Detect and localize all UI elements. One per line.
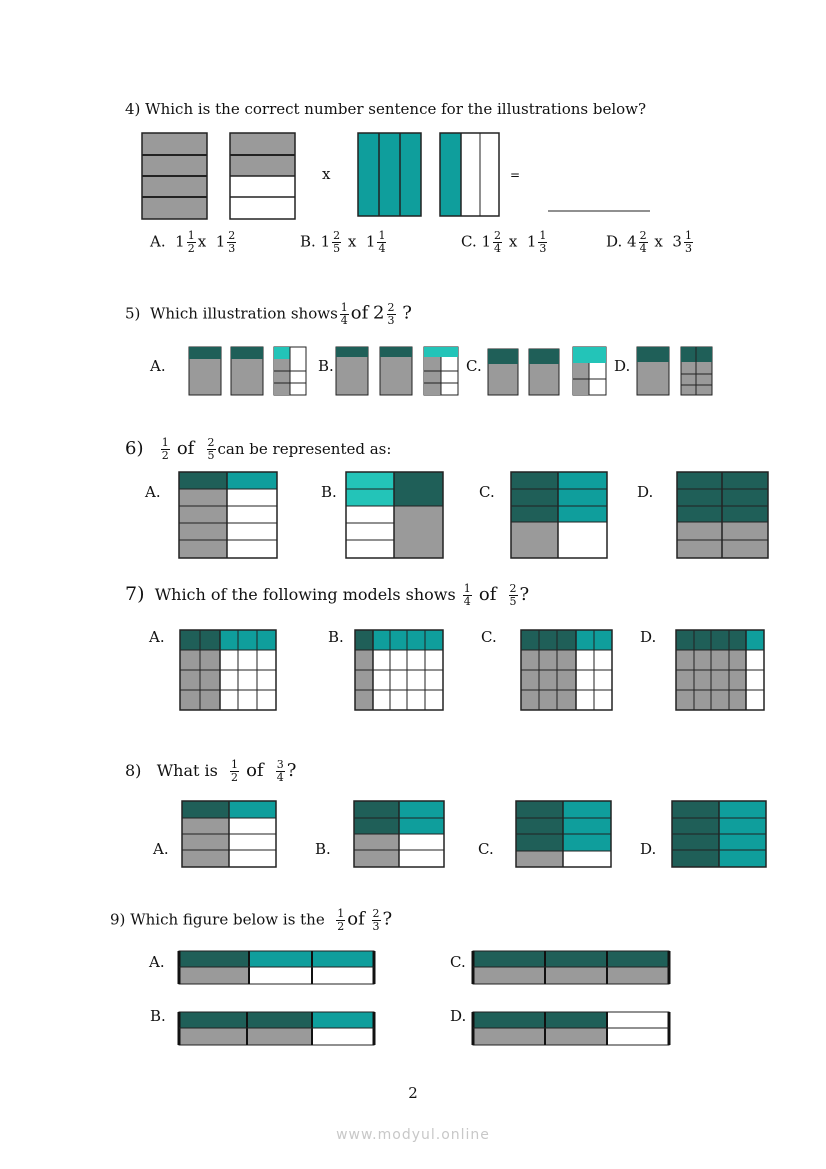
times-sign: x [322, 165, 331, 183]
q5-option-d[interactable]: D. [614, 357, 631, 375]
question-4-text: 4) Which is the correct number sentence for the illustrations below? [125, 100, 647, 118]
q5-option-b[interactable]: B. [318, 357, 334, 375]
equals-sign: = [510, 168, 521, 182]
q5-option-a[interactable]: A. [150, 357, 166, 375]
q4-option-a[interactable]: A. 1 $\frac{1}{2}$ x 1 $\frac{2}{3}$ [150, 229, 236, 255]
q5-option-c[interactable]: C. [466, 357, 482, 375]
q6-option-a[interactable]: A. [145, 483, 161, 501]
q8-option-d[interactable]: D. [640, 840, 657, 858]
q6-option-c[interactable]: C. [479, 483, 495, 501]
q6-option-d[interactable]: D. [637, 483, 654, 501]
q6-option-b[interactable]: B. [321, 483, 337, 501]
q9-option-d[interactable]: D. [450, 1007, 467, 1025]
q9-option-b[interactable]: B. [150, 1007, 166, 1025]
q9-option-c[interactable]: C. [450, 953, 466, 971]
q9-option-a[interactable]: A. [149, 953, 165, 971]
q4-option-d[interactable]: D. 4 $\frac{2}{4}$ x 3 $\frac{1}{3}$ [606, 229, 692, 255]
page-number: 2 [408, 1084, 418, 1102]
question-8-text: 8) What is $\frac{1}{2}$ of $\frac{3}{4}$ ? [125, 758, 297, 784]
q8-option-a[interactable]: A. [153, 840, 169, 858]
question-7-text: 7) Which of the following models shows $\frac{1}{4}$ of $\frac{2}{5}$ ? [125, 582, 530, 608]
question-9-text: 9) Which figure below is the $\frac{1}{2}$ of $\frac{2}{3}$ ? [110, 907, 393, 933]
question-6-text: 6) $\frac{1}{2}$ of $\frac{2}{5}$ can be represented as: [125, 436, 392, 462]
question-5-text: 5) Which illustration shows $\frac{1}{4}$ of 2 $\frac{2}{3}$ ? [125, 301, 412, 327]
q7-option-d[interactable]: D. [640, 628, 657, 646]
q7-option-c[interactable]: C. [481, 628, 497, 646]
q7-option-a[interactable]: A. [149, 628, 165, 646]
q4-option-b[interactable]: B. 1 $\frac{2}{5}$ x 1 $\frac{1}{4}$ [300, 229, 386, 255]
watermark: www.modyul.online [336, 1127, 490, 1143]
q8-option-c[interactable]: C. [478, 840, 494, 858]
q7-option-b[interactable]: B. [328, 628, 344, 646]
q8-option-b[interactable]: B. [315, 840, 331, 858]
q4-option-c[interactable]: C. 1 $\frac{2}{4}$ x 1 $\frac{1}{3}$ [461, 229, 547, 255]
